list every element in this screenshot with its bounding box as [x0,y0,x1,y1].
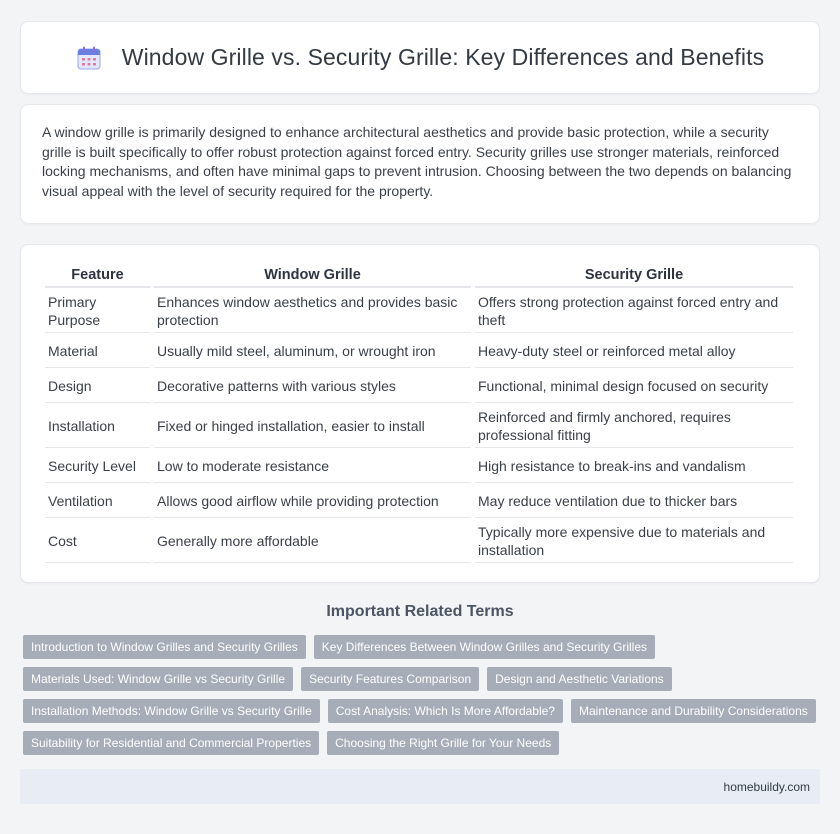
comparison-table [41,261,797,565]
related-term-tag[interactable]: Suitability for Residential and Commercial Properties [23,731,319,755]
cell-window-grille: Decorative patterns with various styles [154,370,471,403]
page-title: Window Grille vs. Security Grille: Key Differences and Benefits [121,44,765,70]
cell-security-grille: Offers strong protection against forced entry and theft [475,290,793,333]
header-card [20,21,820,94]
related-term-tag[interactable]: Key Differences Between Window Grilles and Security Grilles [314,635,655,659]
related-terms-list [23,635,823,763]
cell-security-grille: Heavy-duty steel or reinforced metal alloy [475,335,793,368]
calendar-icon [76,45,102,71]
header [76,44,764,71]
related-term-tag[interactable]: Security Features Comparison [301,667,479,691]
table-row [45,290,793,333]
table-header-row [45,263,793,288]
tag-row [23,731,823,755]
cell-feature: Primary Purpose [45,290,150,333]
footer [20,769,820,804]
cell-security-grille: High resistance to break-ins and vandalism [475,450,793,483]
table-row [45,520,793,563]
related-term-tag[interactable]: Maintenance and Durability Considerations [571,699,816,723]
cell-window-grille: Usually mild steel, aluminum, or wrought iron [154,335,471,368]
table-row [45,450,793,483]
cell-feature: Installation [45,405,150,448]
tag-row [23,667,823,691]
related-term-tag[interactable]: Materials Used: Window Grille vs Security Grille [23,667,293,691]
cell-window-grille: Allows good airflow while providing protection [154,485,471,518]
cell-security-grille: May reduce ventilation due to thicker bars [475,485,793,518]
cell-security-grille: Reinforced and firmly anchored, requires professional fitting [475,405,793,448]
table-row [45,405,793,448]
tag-row [23,699,823,723]
comparison-card [20,244,820,583]
cell-feature: Security Level [45,450,150,483]
cell-feature: Material [45,335,150,368]
related-term-tag[interactable]: Cost Analysis: Which Is More Affordable? [328,699,563,723]
related-term-tag[interactable]: Introduction to Window Grilles and Security Grilles [23,635,306,659]
header-security-grille: Security Grille [475,263,793,288]
cell-window-grille: Generally more affordable [154,520,471,563]
header-feature: Feature [45,263,150,288]
tag-row [23,635,823,659]
cell-window-grille: Enhances window aesthetics and provides basic protection [154,290,471,333]
related-terms-title: Important Related Terms [326,603,514,620]
table-row [45,335,793,368]
related-term-tag[interactable]: Choosing the Right Grille for Your Needs [327,731,559,755]
footer-domain[interactable]: homebuildy.com [723,779,810,794]
intro-card [20,104,820,224]
related-term-tag[interactable]: Installation Methods: Window Grille vs Security Grille [23,699,320,723]
intro-paragraph: A window grille is primarily designed to enhance architectural aesthetics and provide basic protection, while a security grille is built specifically to offer robust protection against forced entry. Security grilles use stronger materials, reinforced locking mechanisms, and often have minimal gaps to prevent intrusion. Choosing between the two depends on balancing visual appeal with the level of security required for the property. [42,124,792,199]
header-window-grille: Window Grille [154,263,471,288]
cell-feature: Design [45,370,150,403]
table-row [45,485,793,518]
cell-feature: Ventilation [45,485,150,518]
cell-security-grille: Functional, minimal design focused on security [475,370,793,403]
cell-feature: Cost [45,520,150,563]
table-row [45,370,793,403]
cell-security-grille: Typically more expensive due to materials and installation [475,520,793,563]
cell-window-grille: Low to moderate resistance [154,450,471,483]
related-term-tag[interactable]: Design and Aesthetic Variations [487,667,672,691]
cell-window-grille: Fixed or hinged installation, easier to install [154,405,471,448]
